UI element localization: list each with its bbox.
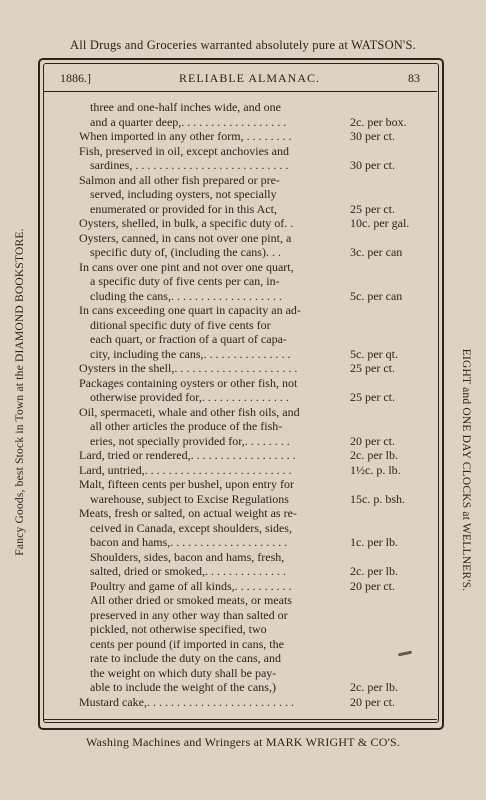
entry-line (0, 303, 486, 318)
entry-duty: 2c. per lb. (350, 564, 398, 578)
entry-text: warehouse, subject to Excise Regulations (90, 491, 289, 506)
entry-text: a specific duty of five cents per can, in- (90, 274, 280, 288)
entry-line (0, 216, 486, 231)
header-rule (44, 91, 437, 92)
entry-text: In cans exceeding one quart in capacity an ad- (79, 303, 301, 317)
header-page-number: 83 (408, 71, 420, 85)
entry-text: specific duty of, (including the cans). . . (90, 245, 281, 259)
entry-line (0, 405, 486, 420)
entry-text: Lard, tried or rendered,. . . . . . . . . . . . . . . . . . (79, 448, 296, 462)
entry-text: Oysters in the shell,. . . . . . . . . . . . . . . . . . . . . (79, 361, 298, 375)
entry-line (0, 274, 486, 289)
top-advertisement: All Drugs and Groceries warranted absolutely pure at WATSON'S. (70, 38, 416, 52)
entry-line (0, 289, 486, 304)
entry-line (0, 477, 486, 492)
entry-text: salted, dried or smoked,. . . . . . . . . . . . . . (90, 564, 286, 578)
entry-duty: 20 per ct. (350, 578, 395, 593)
entry-text: ceived in Canada, except shoulders, sides, (90, 520, 292, 535)
entry-line (0, 535, 486, 550)
entry-line (0, 506, 486, 521)
entry-text: eries, not specially provided for,. . . . . . . . (90, 433, 290, 448)
entry-text: Lard, untried,. . . . . . . . . . . . . . . . . . . . . . . . . (79, 462, 292, 477)
entry-text: rate to include the duty on the cans, and (90, 651, 281, 665)
entry-line (0, 332, 486, 347)
entry-line (0, 695, 486, 710)
entry-line (0, 347, 486, 362)
entry-duty: 25 per ct. (350, 201, 395, 216)
entry-duty: 1½c. p. lb. (350, 462, 401, 477)
entry-text: Oysters, shelled, in bulk, a specific duty of. . (79, 216, 294, 230)
entry-line (0, 666, 486, 681)
entry-line (0, 521, 486, 536)
entry-text: Salmon and all other fish prepared or pre- (79, 172, 280, 187)
entry-line (0, 173, 486, 188)
entry-text: preserved in any other way than salted or (90, 607, 288, 622)
entry-line (0, 550, 486, 565)
entry-line (0, 361, 486, 376)
entry-line (0, 231, 486, 246)
entry-text: pickled, not otherwise specified, two (90, 622, 267, 636)
tariff-entries (0, 100, 486, 709)
entry-duty: 5c. per can (350, 288, 403, 303)
entry-text: enumerated or provided for in this Act, (90, 201, 277, 216)
entry-duty: 2c. per box. (350, 114, 407, 129)
entry-duty: 25 per ct. (350, 390, 395, 404)
entry-text: cents per pound (if imported in cans, the (90, 636, 284, 651)
entry-duty: 20 per ct. (350, 694, 395, 709)
entry-text: Poultry and game of all kinds,. . . . . . . . . . (90, 578, 292, 593)
entry-duty: 1c. per lb. (350, 535, 398, 549)
entry-line (0, 593, 486, 608)
entry-line (0, 158, 486, 173)
entry-text: Mustard cake,. . . . . . . . . . . . . . . . . . . . . . . . . (79, 694, 294, 709)
entry-line (0, 245, 486, 260)
entry-duty: 20 per ct. (350, 433, 395, 448)
entry-line (0, 202, 486, 217)
entry-duty: 15c. p. bsh. (350, 491, 405, 506)
entry-line (0, 448, 486, 463)
entry-text: Malt, fifteen cents per bushel, upon entry for (79, 477, 294, 491)
entry-duty: 25 per ct. (350, 361, 395, 375)
entry-text: the weight on which duty shall be pay- (90, 665, 277, 680)
entry-line (0, 115, 486, 130)
entry-line (0, 376, 486, 391)
entry-duty: 10c. per gal. (350, 216, 410, 230)
entry-text: In cans over one pint and not over one quart, (79, 259, 294, 274)
entry-line (0, 187, 486, 202)
header-year: 1886.] (60, 71, 91, 85)
entry-text: All other dried or smoked meats, or meats (90, 593, 292, 607)
entry-line (0, 390, 486, 405)
entry-duty: 2c. per lb. (350, 448, 398, 462)
entry-text: able to include the weight of the cans,) (90, 680, 276, 694)
entry-line (0, 129, 486, 144)
entry-duty: 2c. per lb. (350, 680, 398, 694)
entry-line (0, 492, 486, 507)
entry-text: bacon and hams,. . . . . . . . . . . . . . . . . . . . (90, 535, 288, 549)
right-margin-advertisement: EIGHT and ONE DAY CLOCKS at WELLNER'S. (460, 348, 472, 592)
entry-duty: 30 per ct. (350, 129, 395, 143)
entry-line (0, 622, 486, 637)
entry-duty: 30 per ct. (350, 158, 395, 172)
entry-text: Fish, preserved in oil, except anchovies and (79, 143, 289, 158)
entry-line (0, 434, 486, 449)
header-title: RELIABLE ALMANAC. (179, 71, 320, 85)
entry-text: Meats, fresh or salted, on actual weight as re- (79, 506, 297, 520)
entry-line (0, 579, 486, 594)
entry-line (0, 100, 486, 115)
entry-text: and a quarter deep,. . . . . . . . . . . . . . . . . . (90, 114, 287, 129)
entry-text: each quart, or fraction of a quart of capa- (90, 332, 287, 346)
bottom-advertisement: Washing Machines and Wringers at MARK WRIGHT & CO'S. (85, 735, 401, 749)
entry-text: ditional specific duty of five cents for (90, 317, 271, 332)
entry-text: city, including the cans,. . . . . . . . . . . . . . . (90, 346, 291, 361)
entry-text: sardines, . . . . . . . . . . . . . . . . . . . . . . . . . . (90, 158, 289, 172)
bottom-rule (44, 719, 437, 720)
entry-line (0, 651, 486, 666)
entry-line (0, 260, 486, 275)
entry-line (0, 680, 486, 695)
entry-text: cluding the cans,. . . . . . . . . . . . . . . . . . . (90, 288, 282, 303)
entry-text: all other articles the produce of the fish- (90, 419, 283, 433)
left-margin-advertisement: Fancy Goods, best Stock in Town at the DIAMOND BOOKSTORE. (14, 228, 26, 556)
entry-text: Shoulders, sides, bacon and hams, fresh, (90, 549, 285, 564)
entry-line (0, 637, 486, 652)
entry-line (0, 463, 486, 478)
entry-text: served, including oysters, not specially (90, 187, 277, 201)
entry-duty: 5c. per qt. (350, 346, 398, 361)
entry-text: Oysters, canned, in cans not over one pint, a (79, 230, 292, 245)
entry-line (0, 608, 486, 623)
entry-line (0, 419, 486, 434)
entry-line (0, 318, 486, 333)
entry-text: three and one-half inches wide, and one (90, 100, 281, 114)
entry-text: Oil, spermaceti, whale and other fish oils, and (79, 404, 300, 419)
entry-duty: 3c. per can (350, 245, 403, 259)
entry-line (0, 564, 486, 579)
entry-text: otherwise provided for,. . . . . . . . . . . . . . . (90, 390, 289, 404)
entry-line (0, 144, 486, 159)
page-header (60, 71, 420, 86)
entry-text: Packages containing oysters or other fish, not (79, 375, 298, 390)
entry-text: When imported in any other form, . . . . . . . . (79, 129, 292, 143)
